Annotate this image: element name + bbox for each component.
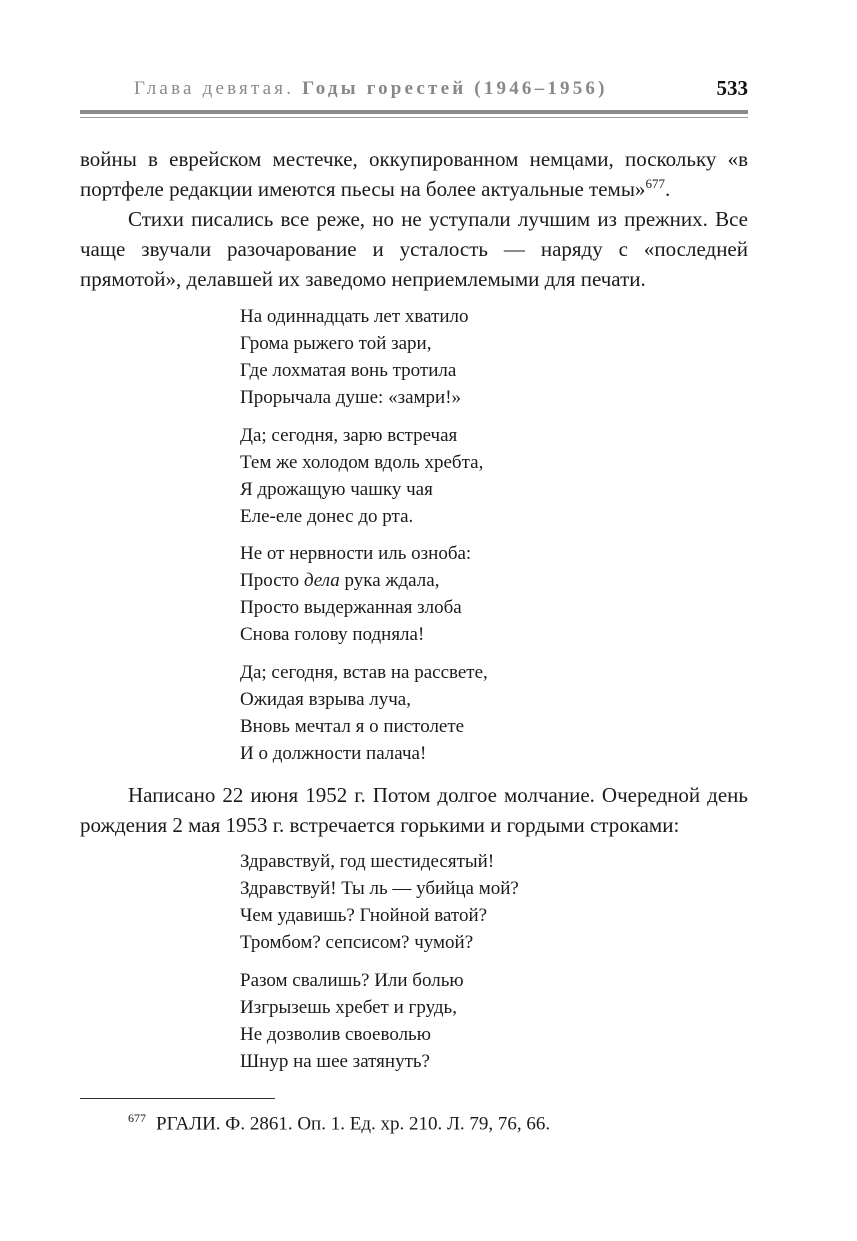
verse-line: Шнур на шее затянуть? bbox=[240, 1051, 430, 1072]
verse-line bbox=[240, 567, 471, 594]
paragraph-3: Написано 22 июня 1952 г. Потом долгое молчание. Очередной день рождения 2 мая 1953 г. встречается горькими и гордыми строками: bbox=[80, 783, 748, 837]
verse-line: Еле-еле донес до рта. bbox=[240, 506, 414, 527]
header-title: Годы горестей (1946–1956) bbox=[302, 78, 608, 99]
poem2-stanza-1 bbox=[240, 848, 519, 956]
verse-line: Где лохматая вонь тротила bbox=[240, 360, 457, 381]
verse-line: Чем удавишь? Гнойной ватой? bbox=[240, 905, 488, 926]
poem1-stanza-2 bbox=[240, 422, 483, 530]
poem2-stanza-2 bbox=[240, 967, 464, 1075]
running-header bbox=[80, 74, 748, 104]
footnote-number: 677 bbox=[128, 1111, 146, 1125]
verse-line: Ожидая взрыва луча, bbox=[240, 689, 411, 710]
verse-line: Просто выдержанная злоба bbox=[240, 597, 462, 618]
poem1-stanza-4 bbox=[240, 659, 488, 767]
verse-line: Не от нервности иль озноба: bbox=[240, 543, 472, 564]
page-number: 533 bbox=[716, 76, 748, 100]
verse-line: Здравствуй! Ты ль — убийца мой? bbox=[240, 878, 519, 899]
verse-line: Разом свалишь? Или болью bbox=[240, 970, 464, 991]
footnote bbox=[128, 1104, 550, 1138]
header-rule-thin bbox=[80, 117, 748, 118]
paragraph-2: Стихи писались все реже, но не уступали лучшим из прежних. Все чаще звучали разочарование и усталость — наряду с «последней прямотой», делавшей их заведомо неприемлемыми для печати. bbox=[80, 207, 748, 291]
verse-line: Здравствуй, год шестидесятый! bbox=[240, 851, 495, 872]
header-chapter-title bbox=[134, 78, 608, 100]
footnote-ref: 677 bbox=[645, 176, 665, 191]
verse-fragment: рука ждала, bbox=[339, 570, 440, 591]
verse-line: Изгрызешь хребет и грудь, bbox=[240, 997, 457, 1018]
verse-line: Тромбом? сепсисом? чумой? bbox=[240, 932, 474, 953]
verse-line: Грома рыжего той зари, bbox=[240, 333, 432, 354]
verse-line: Я дрожащую чашку чая bbox=[240, 479, 433, 500]
verse-line: Снова голову подняла! bbox=[240, 624, 425, 645]
poem1-stanza-3 bbox=[240, 540, 471, 648]
verse-line: Прорычала душе: «замри!» bbox=[240, 387, 462, 408]
verse-line: Тем же холодом вдоль хребта, bbox=[240, 452, 484, 473]
verse-line: Да; сегодня, встав на рассвете, bbox=[240, 662, 488, 683]
paragraph-1-tail: . bbox=[664, 177, 671, 201]
verse-line: На одиннадцать лет хватило bbox=[240, 306, 469, 327]
verse-line: Да; сегодня, зарю встречая bbox=[240, 425, 458, 446]
verse-line: Вновь мечтал я о пистолете bbox=[240, 716, 465, 737]
footnote-separator bbox=[80, 1098, 275, 1099]
paragraph-1 bbox=[80, 144, 748, 204]
verse-line: И о должности палача! bbox=[240, 743, 427, 764]
verse-line: Не дозволив своеволью bbox=[240, 1024, 431, 1045]
poem1-stanza-1 bbox=[240, 303, 469, 411]
verse-italic: дела bbox=[303, 570, 340, 591]
paragraph-1-text: войны в еврейском местечке, оккупированном немцами, поскольку «в портфеле редакции имеются пьесы на более актуальные темы» bbox=[80, 147, 748, 201]
verse-fragment: Просто bbox=[240, 570, 304, 591]
header-rule-thick bbox=[80, 110, 748, 114]
header-chapter: Глава девятая. bbox=[134, 78, 295, 99]
footnote-text: РГАЛИ. Ф. 2861. Оп. 1. Ед. хр. 210. Л. 79, 76, 66. bbox=[156, 1113, 551, 1135]
